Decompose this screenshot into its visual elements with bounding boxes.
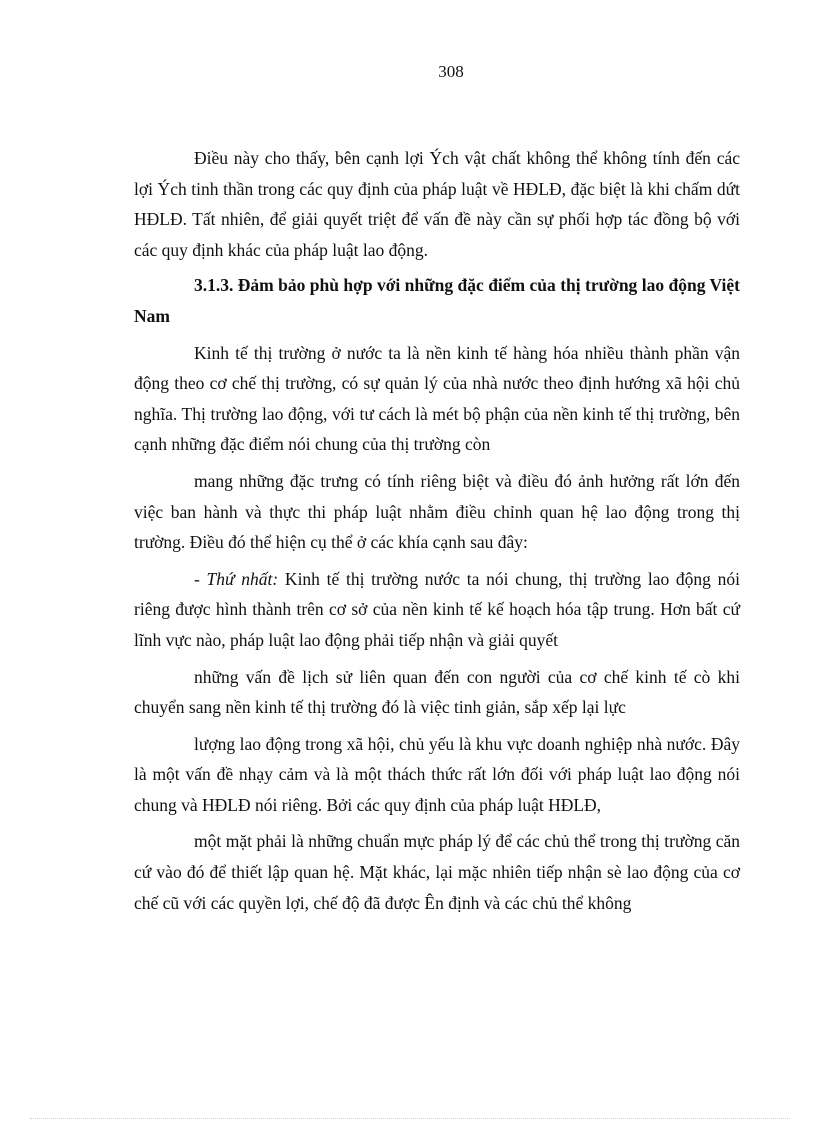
paragraph-3: mang những đặc trưng có tính riêng biệt và điều đó ảnh hưởng rất lớn đến việc ban hành và thực thi pháp luật nhằm điều chỉnh quan hệ lao động trong thị trường. Điều đó thể hiện cụ thể ở các khía cạnh sau đây: (134, 470, 740, 553)
paragraph-7: một mặt phải là những chuẩn mực pháp lý để các chủ thể trong thị trường căn cứ vào đó để thiết lập quan hệ. Mặt khác, lại mặc nhiên tiếp nhận sè lao động của cơ chế cũ với các quyền lợi, chế độ đã được Ên định và các chủ thể không (134, 831, 740, 913)
paragraph-4-text: Kinh tế thị trường nước ta nói chung, thị trường lao động nói riêng được hình thành trên cơ sở của nền kinh tế kế hoạch hóa tập trung. Hơn bất cứ lĩnh vực nào, pháp luật lao động phải tiếp nhận và giải quyết (134, 568, 740, 650)
paragraph-1: Điều này cho thấy, bên cạnh lợi Ých vật chất không thể không tính đến các lợi Ých tinh thần trong các quy định của pháp luật về HĐLĐ, đặc biệt là khi chấm dứt HĐLĐ. Tất nhiên, để giải quyết triệt để vấn đề này cần sự phối hợp tác đồng bộ với các quy định khác của pháp luật lao động. (134, 148, 740, 260)
paragraph-4-label: - Thứ nhất: (194, 568, 279, 589)
paragraph-5: những vấn đề lịch sử liên quan đến con người của cơ chế kinh tế cò khi chuyển sang nền kinh tế thị trường đó là việc tinh giản, sắp xếp lại lực (134, 666, 740, 718)
paragraph-2: Kinh tế thị trường ở nước ta là nền kinh tế hàng hóa nhiều thành phần vận động theo cơ chế thị trường, có sự quản lý của nhà nước theo định hướng xã hội chủ nghĩa. Thị trường lao động, với tư cách là mét bộ phận của nền kinh tế thị trường, bên cạnh những đặc điểm nói chung của thị trường còn (134, 342, 740, 455)
page-number: 308 (438, 62, 464, 81)
section-heading: 3.1.3. Đảm bảo phù hợp với những đặc điểm của thị trường lao động Việt Nam (134, 275, 740, 326)
paragraph-6: lượng lao động trong xã hội, chủ yếu là khu vực doanh nghiệp nhà nước. Đây là một vấn đề nhạy cảm và là một thách thức rất lớn đối với pháp luật lao động nói chung và HĐLĐ nói riêng. Bởi các quy định của pháp luật HĐLĐ, (134, 733, 740, 815)
document-body (134, 143, 740, 918)
page-bottom-divider (30, 1118, 790, 1119)
paragraph-4 (134, 564, 740, 656)
